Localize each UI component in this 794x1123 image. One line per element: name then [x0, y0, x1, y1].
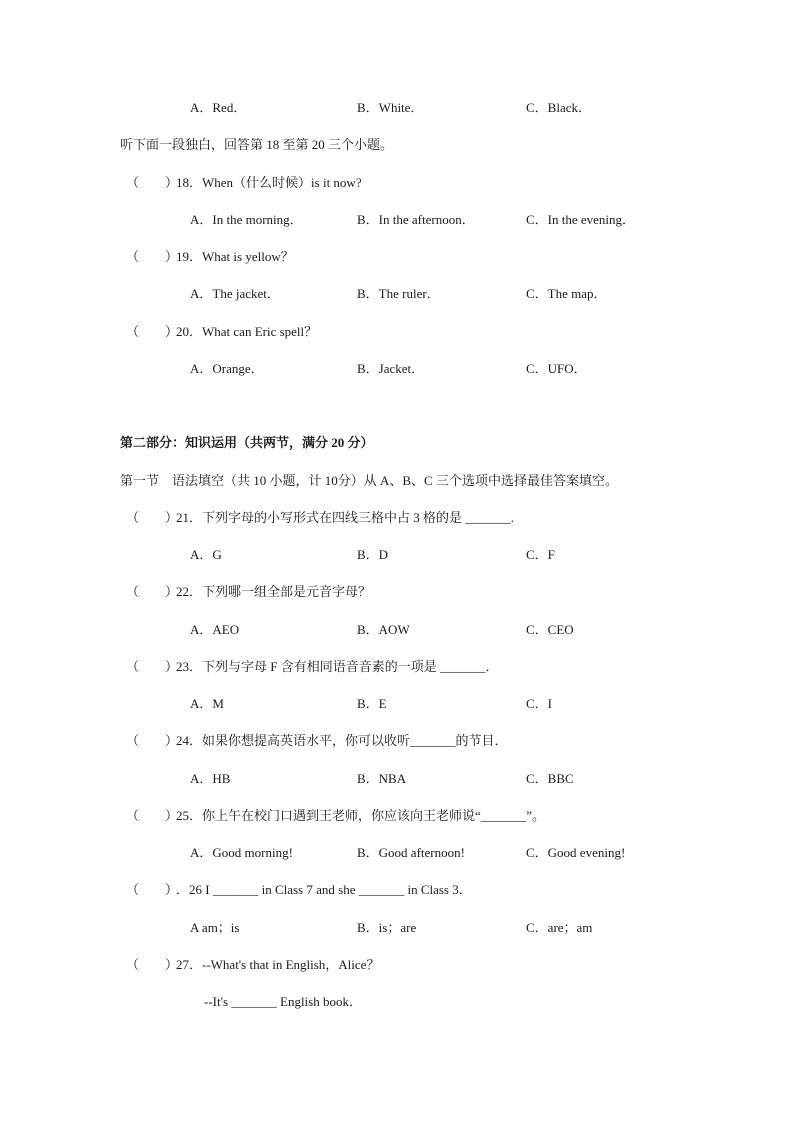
question-19: [0, 247, 794, 267]
question-text: 24．如果你想提高英语水平，你可以收听_______的节目．: [176, 733, 508, 748]
option-c: C．The map．: [526, 286, 607, 301]
option-b: B．Jacket．: [357, 361, 425, 376]
option-b: B．is；are: [357, 920, 417, 935]
dialogue-reply: --It's _______ English book．: [204, 994, 362, 1009]
option-b: B．D: [357, 547, 389, 562]
option-c: C．BBC: [526, 771, 574, 786]
option-a: A．M: [190, 696, 224, 711]
option-a: A am；is: [190, 920, 240, 935]
question-27: [0, 955, 794, 975]
option-a: A．Orange．: [190, 361, 264, 376]
option-c: C．Black．: [526, 100, 591, 115]
question-21-options: [0, 545, 794, 565]
question-23-options: [0, 694, 794, 714]
question-text: 23．下列与字母 F 含有相同语音音素的一项是 _______．: [176, 659, 499, 674]
question-text: 22．下列哪一组全部是元音字母？: [176, 584, 372, 599]
question-20-options: [0, 359, 794, 379]
question-text: 20．What can Eric spell？: [176, 324, 318, 339]
option-c: C．CEO: [526, 622, 574, 637]
option-b: B．E: [357, 696, 387, 711]
option-c: C．Good evening!: [526, 845, 626, 860]
question-text: ．26 I _______ in Class 7 and she _______ in Class 3．: [176, 882, 472, 897]
question-21: [0, 508, 794, 528]
option-c: C．In the evening．: [526, 212, 636, 227]
question-27-reply: [0, 992, 794, 1012]
answer-blank: （ ）: [126, 584, 179, 599]
question-18: [0, 173, 794, 193]
option-b: B．AOW: [357, 622, 410, 637]
option-a: A．Good morning!: [190, 845, 293, 860]
option-b: B．Good afternoon!: [357, 845, 465, 860]
q17-options: [0, 98, 794, 118]
answer-blank: （ ）: [126, 733, 179, 748]
answer-blank: （ ）: [126, 510, 179, 525]
question-25: [0, 806, 794, 826]
question-22-options: [0, 620, 794, 640]
question-26: [0, 880, 794, 900]
question-24-options: [0, 769, 794, 789]
option-b: B．White．: [357, 100, 424, 115]
option-a: A．AEO: [190, 622, 240, 637]
answer-blank: （ ）: [126, 808, 179, 823]
question-text: 21．下列字母的小写形式在四线三格中占 3 格的是 _______.: [176, 510, 515, 525]
option-b: B．NBA: [357, 771, 407, 786]
listening-intro: 听下面一段独白，回答第 18 至第 20 三个小题。: [120, 137, 394, 152]
option-a: A．Red．: [190, 100, 247, 115]
answer-blank: （ ）: [126, 249, 179, 264]
option-a: A．G: [190, 547, 222, 562]
answer-blank: （ ）: [126, 957, 179, 972]
option-c: C．F: [526, 547, 555, 562]
option-c: C．are；am: [526, 920, 593, 935]
question-26-options: [0, 918, 794, 938]
question-18-options: [0, 210, 794, 230]
answer-blank: （ ）: [126, 324, 179, 339]
question-24: [0, 731, 794, 751]
part2-section1-heading: 第一节 语法填空（共 10 小题，计 10分）从 A、B、C 三个选项中选择最佳答案填空。: [120, 473, 618, 488]
option-a: A．In the morning．: [190, 212, 303, 227]
part2-title: 第二部分：知识运用（共两节，满分 20 分）: [120, 435, 374, 450]
question-20: [0, 322, 794, 342]
option-a: A．The jacket．: [190, 286, 280, 301]
question-text: 25．你上午在校门口遇到王老师，你应该向王老师说“_______”。: [176, 808, 546, 823]
option-c: C．I: [526, 696, 553, 711]
question-23: [0, 657, 794, 677]
option-a: A．HB: [190, 771, 231, 786]
answer-blank: （ ）: [126, 175, 179, 190]
question-19-options: [0, 284, 794, 304]
question-text: 19．What is yellow？: [176, 249, 294, 264]
question-25-options: [0, 843, 794, 863]
option-c: C．UFO．: [526, 361, 587, 376]
question-text: 18．When（什么时候）is it now?: [176, 175, 362, 190]
answer-blank: （ ）: [126, 659, 179, 674]
option-b: B．In the afternoon．: [357, 212, 475, 227]
question-22: [0, 582, 794, 602]
question-text: 27．--What's that in English，Alice？: [176, 957, 380, 972]
option-b: B．The ruler．: [357, 286, 440, 301]
answer-blank: （ ）: [126, 882, 179, 897]
